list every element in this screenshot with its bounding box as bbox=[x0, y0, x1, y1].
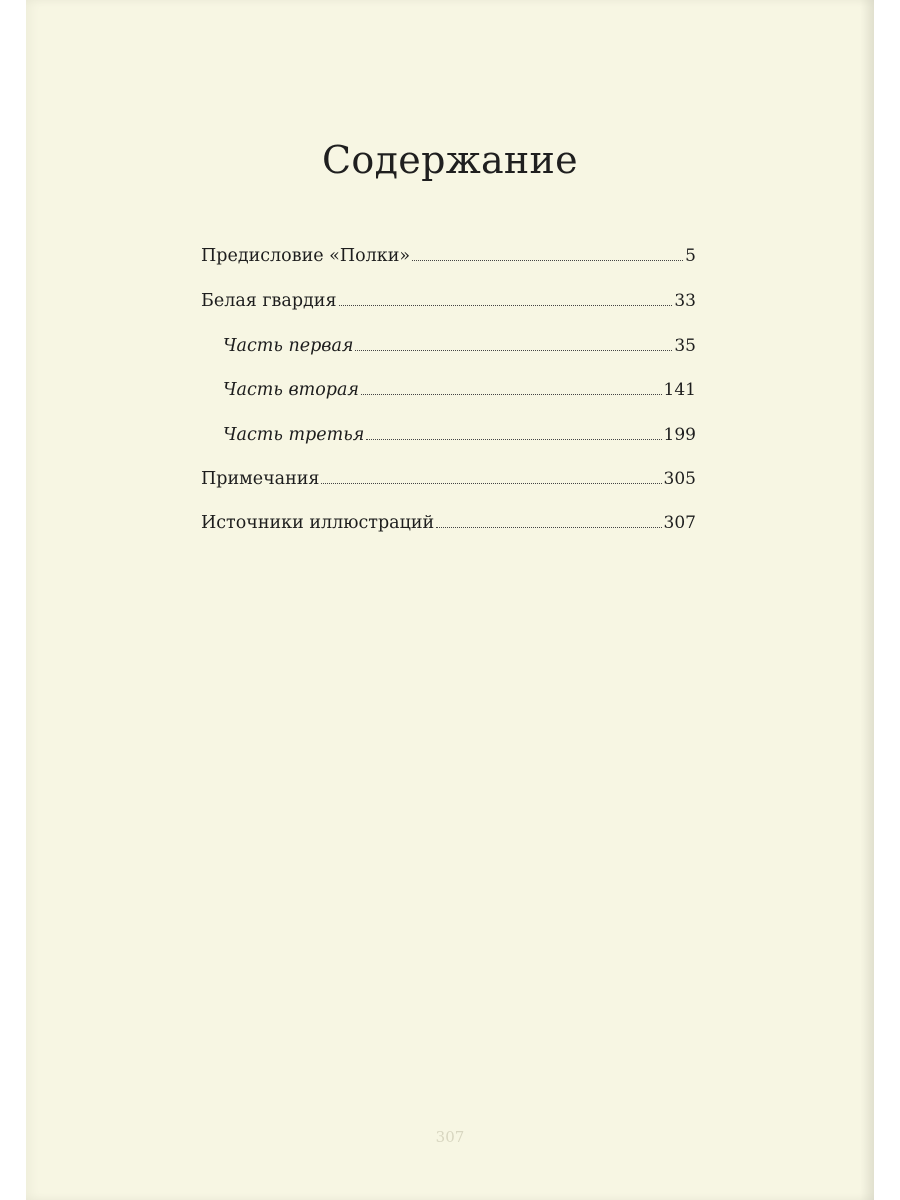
folio-page-number: 307 bbox=[435, 1128, 465, 1146]
toc-entry-label: Предисловие «Полки» bbox=[201, 246, 411, 266]
dot-leader bbox=[339, 304, 673, 306]
book-page bbox=[26, 0, 874, 1200]
toc-entry-page: 199 bbox=[663, 425, 696, 445]
toc-entry-page: 33 bbox=[674, 291, 696, 311]
page-title: Содержание bbox=[322, 138, 578, 182]
toc-entry-part-three bbox=[201, 423, 696, 447]
toc-entry-page: 307 bbox=[663, 513, 696, 533]
toc-entry-label: Примечания bbox=[201, 469, 320, 489]
toc-entry-illustration-sources bbox=[201, 511, 696, 535]
toc-entry-page: 305 bbox=[663, 469, 696, 489]
dot-leader bbox=[321, 482, 661, 484]
toc-entry-label: Часть третья bbox=[223, 425, 365, 445]
toc-entry-label: Часть вторая bbox=[223, 380, 359, 400]
dot-leader bbox=[412, 259, 683, 261]
dot-leader bbox=[361, 393, 662, 395]
toc-entry-notes bbox=[201, 467, 696, 491]
toc-entry-part-two bbox=[201, 378, 696, 402]
toc-entry-part-one bbox=[201, 334, 696, 358]
toc-entry-label: Часть первая bbox=[223, 336, 354, 356]
dot-leader bbox=[436, 526, 661, 528]
toc-entry-page: 141 bbox=[663, 380, 696, 400]
toc-entry-preface bbox=[201, 244, 696, 268]
dot-leader bbox=[355, 349, 672, 351]
toc-entry-label: Источники иллюстраций bbox=[201, 513, 435, 533]
toc-entry-white-guard bbox=[201, 289, 696, 313]
toc-entry-label: Белая гвардия bbox=[201, 291, 337, 311]
toc-entry-page: 35 bbox=[674, 336, 696, 356]
dot-leader bbox=[366, 438, 661, 440]
toc-entry-page: 5 bbox=[685, 246, 696, 266]
